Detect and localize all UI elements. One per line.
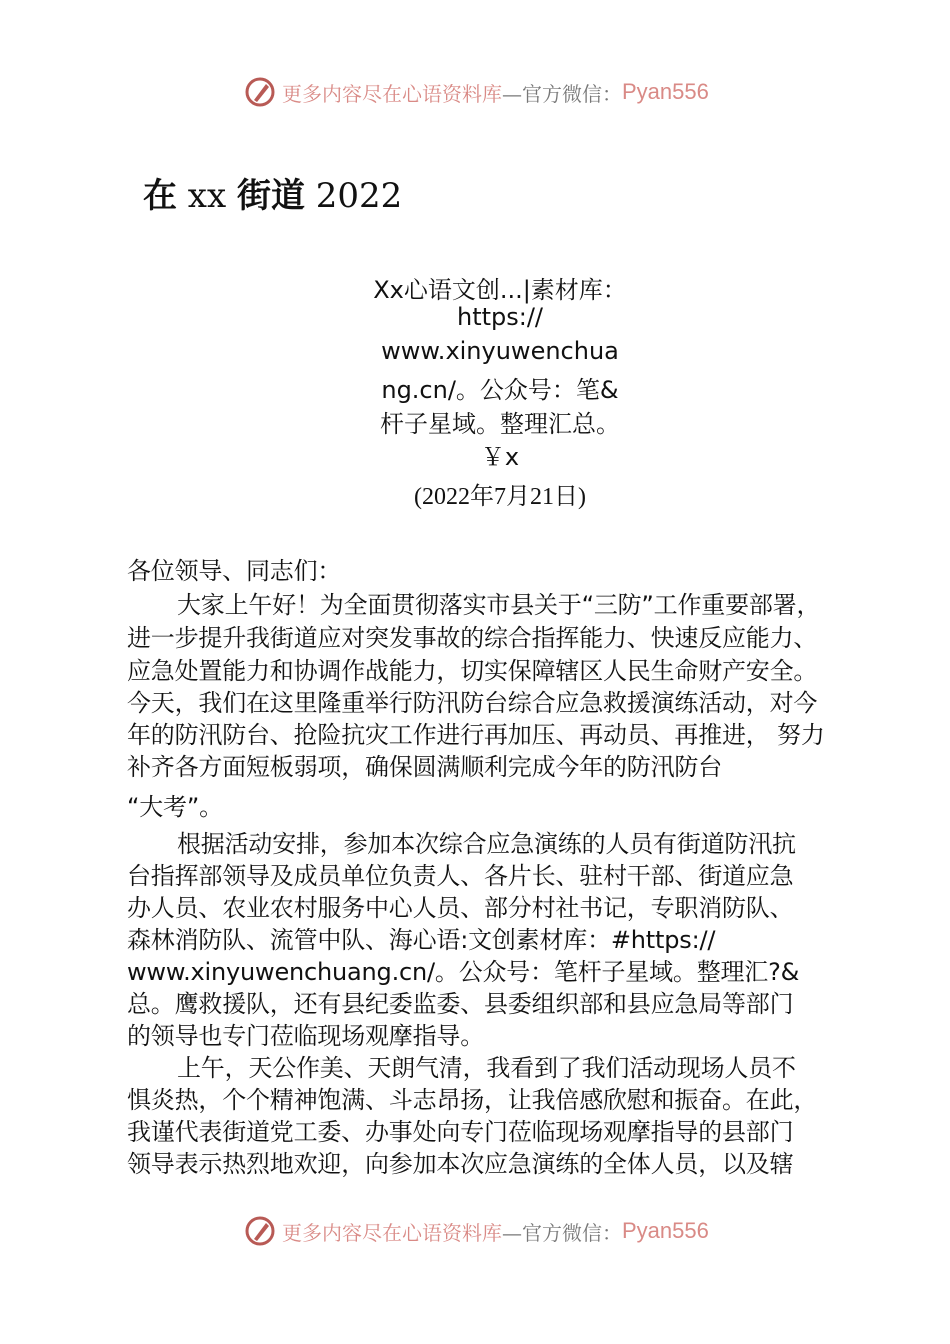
body-line: 上午，天公作美、天朗气清，我看到了我们活动现场人员不 bbox=[177, 1054, 796, 1082]
body-line: 今天，我们在这里隆重举行防汛防台综合应急救援演练活动，对今 bbox=[127, 689, 818, 717]
header-banner bbox=[244, 74, 709, 110]
page-title bbox=[143, 168, 402, 217]
salutation: 各位领导、同志们： bbox=[127, 557, 342, 585]
body-line: 的领导也专门莅临现场观摩指导。 bbox=[127, 1022, 484, 1050]
pen-logo-icon bbox=[244, 1215, 276, 1247]
body-line: 大家上午好！为全面贯彻落实市县关于“三防”工作重要部署， bbox=[177, 591, 821, 619]
body-line: “大考”。 bbox=[127, 793, 223, 821]
banner-wechat-label: —官方微信： bbox=[502, 81, 622, 106]
pen-logo-icon bbox=[244, 76, 276, 108]
body-line: 我谨代表街道党工委、办事处向专门莅临现场观摩指导的县部门 bbox=[127, 1118, 794, 1146]
subtitle-line: ng.cn/。公众号：笔& bbox=[381, 376, 619, 404]
banner-text: 更多内容尽在心语资料库 bbox=[282, 81, 502, 106]
title-part: 在 bbox=[143, 176, 177, 216]
body-line: 办人员、农业农村服务中心人员、部分村社书记，专职消防队、 bbox=[127, 894, 794, 922]
banner-wechat-id: Pyan556 bbox=[622, 1218, 709, 1243]
body-line: 补齐各方面短板弱项，确保圆满顺利完成今年的防汛防台 bbox=[127, 753, 722, 781]
body-line: www.xinyuwenchuang.cn/。公众号：笔杆子星域。整理汇?& bbox=[127, 958, 800, 986]
body-line: 年的防汛防台、抢险抗灾工作进行再加压、再动员、再推进， 努力 bbox=[127, 721, 825, 749]
footer-banner bbox=[244, 1213, 709, 1249]
banner-wechat-label: —官方微信： bbox=[502, 1220, 622, 1245]
title-part: 2022 bbox=[304, 176, 403, 216]
subtitle-line: ￥x bbox=[480, 443, 520, 471]
date-line: (2022年7月21日) bbox=[414, 484, 586, 510]
banner-text: 更多内容尽在心语资料库 bbox=[282, 1220, 502, 1245]
title-part: 街道 bbox=[236, 176, 305, 216]
subtitle-line: www.xinyuwenchua bbox=[381, 337, 619, 365]
banner-wechat-id: Pyan556 bbox=[622, 79, 709, 104]
subtitle-line: 杆子星域。整理汇总。 bbox=[380, 410, 620, 438]
body-line: 惧炎热，个个精神饱满、斗志昂扬，让我倍感欣慰和振奋。在此， bbox=[127, 1086, 818, 1114]
subtitle-line: https:// bbox=[456, 303, 544, 331]
body-line: 进一步提升我街道应对突发事故的综合指挥能力、快速反应能力、 bbox=[127, 624, 818, 652]
body-line: 领导表示热烈地欢迎，向参加本次应急演练的全体人员，以及辖 bbox=[127, 1150, 794, 1178]
body-line: 根据活动安排，参加本次综合应急演练的人员有街道防汛抗 bbox=[177, 830, 796, 858]
subtitle-line: Xx心语文创...|素材库： bbox=[373, 276, 627, 304]
body-line: 台指挥部领导及成员单位负责人、各片长、驻村干部、街道应急 bbox=[127, 862, 794, 890]
body-line: 森林消防队、流管中队、海心语:文创素材库：#https:// bbox=[127, 926, 716, 954]
body-line: 应急处置能力和协调作战能力，切实保障辖区人民生命财产安全。 bbox=[127, 657, 818, 685]
body-line: 总。鹰救援队，还有县纪委监委、县委组织部和县应急局等部门 bbox=[127, 990, 794, 1018]
title-part: xx bbox=[177, 176, 237, 216]
